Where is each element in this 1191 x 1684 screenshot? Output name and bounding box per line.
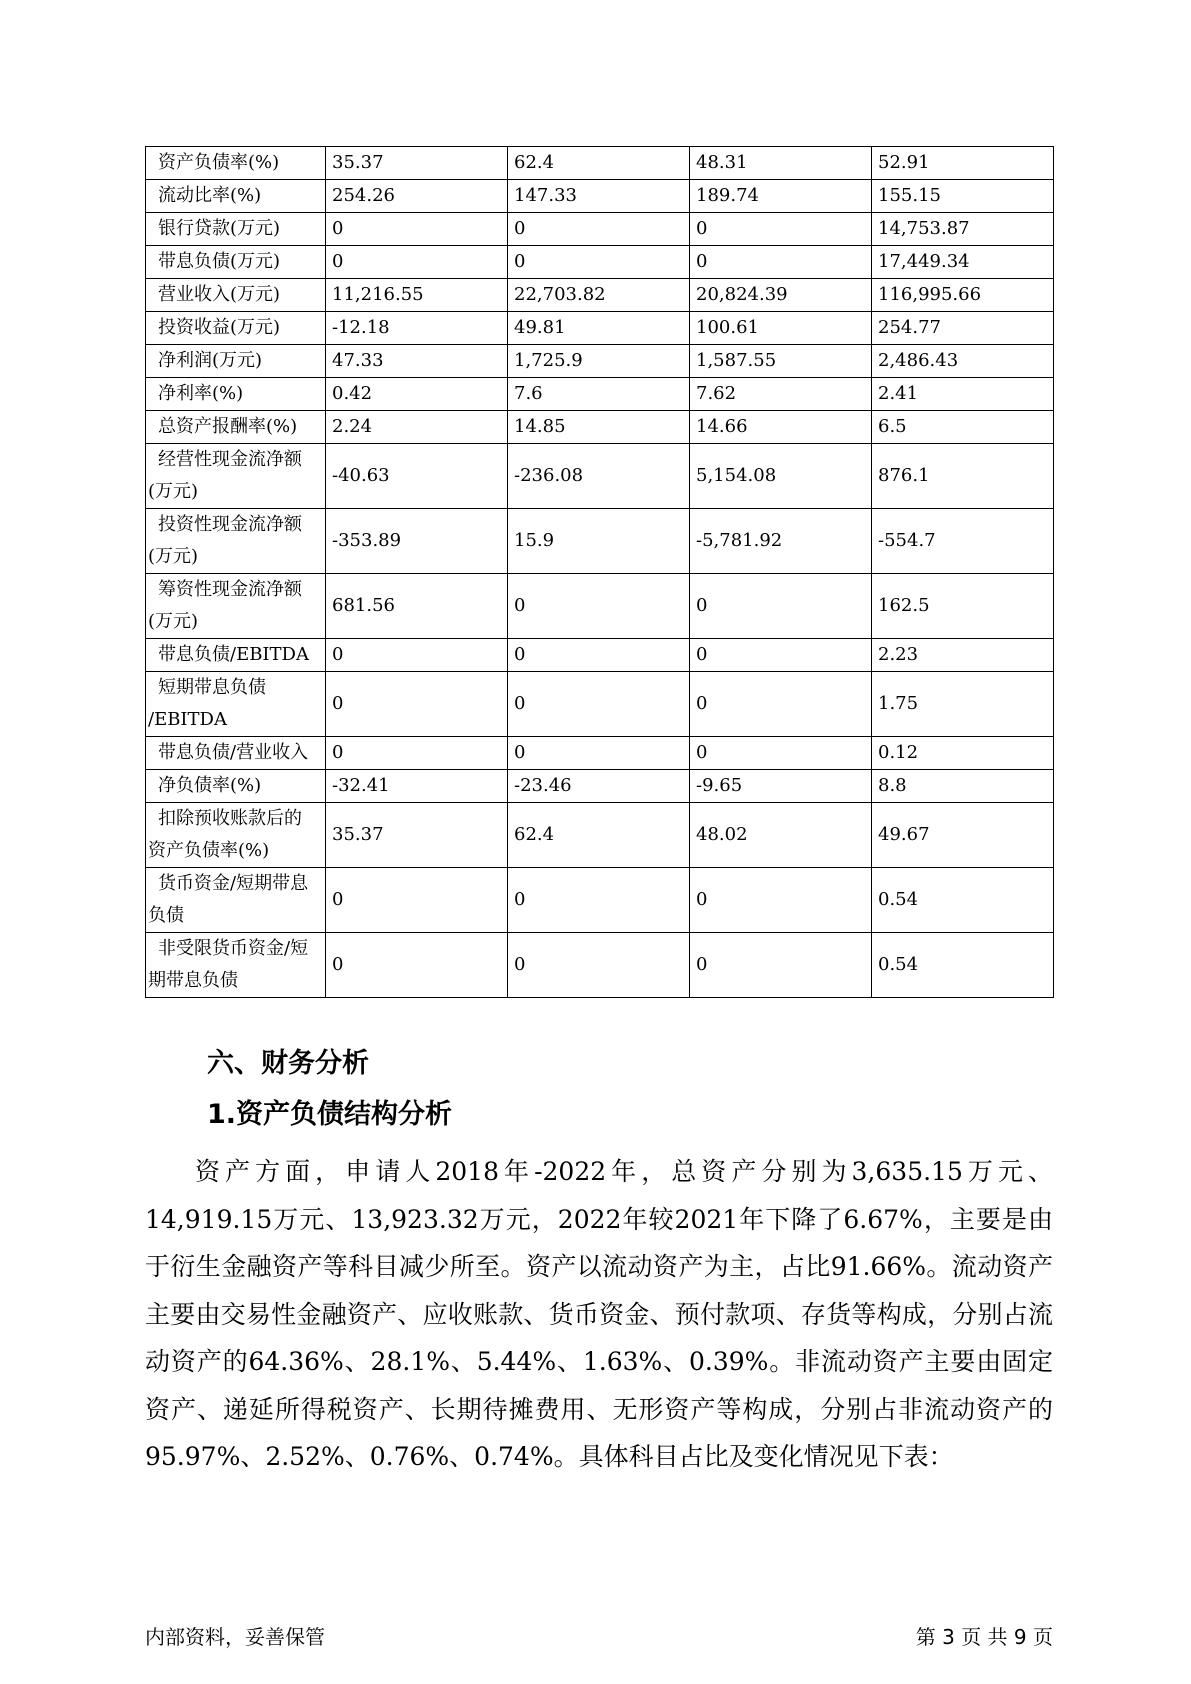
row-label-cell (146, 213, 326, 246)
table-cell: 47.33 (326, 345, 508, 378)
row-label: (万元) (148, 546, 199, 567)
table-cell: 0 (690, 246, 872, 279)
row-label-cell (146, 574, 326, 639)
row-label: 流动比率(%) (158, 185, 262, 207)
table-cell: -9.65 (690, 770, 872, 803)
table-row (146, 737, 1054, 770)
table-cell: 0 (326, 246, 508, 279)
table-cell: 0 (326, 213, 508, 246)
table-row (146, 803, 1054, 868)
table-cell: 0 (326, 737, 508, 770)
table-cell: 1.75 (872, 672, 1054, 737)
table-cell: 0 (508, 737, 690, 770)
table-cell: 0 (508, 246, 690, 279)
table-cell: 0 (326, 639, 508, 672)
table-cell: 2.24 (326, 411, 508, 444)
table-cell: 147.33 (508, 180, 690, 213)
table-cell: -554.7 (872, 509, 1054, 574)
table-cell: 0 (690, 639, 872, 672)
row-label: 资产负债率(%) (148, 840, 270, 861)
table-cell: 0 (326, 933, 508, 998)
row-label-cell (146, 180, 326, 213)
table-cell: 0 (690, 574, 872, 639)
table-row (146, 444, 1054, 509)
row-label: 筹资性现金流净额 (158, 579, 302, 600)
table-cell: 2,486.43 (872, 345, 1054, 378)
table-cell: 681.56 (326, 574, 508, 639)
table-cell: 8.8 (872, 770, 1054, 803)
table-cell: 49.81 (508, 312, 690, 345)
row-label-cell (146, 639, 326, 672)
row-label: 带息负债(万元) (158, 251, 281, 273)
row-label-cell (146, 411, 326, 444)
table-cell: 48.02 (690, 803, 872, 868)
row-label-cell (146, 246, 326, 279)
row-label: 期带息负债 (148, 970, 238, 991)
footer-confidential-note: 内部资料，妥善保管 (145, 1625, 325, 1649)
table-cell: 0 (690, 868, 872, 933)
table-cell: 11,216.55 (326, 279, 508, 312)
footer-page-number: 第 3 页 共 9 页 (915, 1625, 1053, 1649)
table-cell: -353.89 (326, 509, 508, 574)
section-heading: 六、财务分析 (207, 1048, 369, 1079)
table-cell: 17,449.34 (872, 246, 1054, 279)
row-label: 货币资金/短期带息 (158, 873, 309, 894)
table-cell: 0 (326, 672, 508, 737)
table-row (146, 672, 1054, 737)
row-label-cell (146, 868, 326, 933)
table-cell: 116,995.66 (872, 279, 1054, 312)
table-cell: 0 (508, 933, 690, 998)
row-label: (万元) (148, 611, 199, 632)
table-cell: 35.37 (326, 803, 508, 868)
row-label-cell (146, 345, 326, 378)
row-label: 资产负债率(%) (158, 152, 280, 174)
table-cell: 0 (508, 574, 690, 639)
financial-indicators-table (145, 146, 1054, 998)
table-cell: -40.63 (326, 444, 508, 509)
table-cell: 62.4 (508, 803, 690, 868)
table-cell: 48.31 (690, 147, 872, 180)
row-label: 总资产报酬率(%) (158, 416, 298, 438)
row-label: 短期带息负债 (158, 677, 266, 698)
table-row (146, 378, 1054, 411)
row-label: (万元) (148, 481, 199, 502)
table-row (146, 312, 1054, 345)
table-cell: 6.5 (872, 411, 1054, 444)
row-label-cell (146, 933, 326, 998)
table-row (146, 639, 1054, 672)
table-row (146, 345, 1054, 378)
table-cell: 0 (508, 868, 690, 933)
table-row (146, 246, 1054, 279)
row-label: 非受限货币资金/短 (158, 938, 309, 959)
table-cell: 2.23 (872, 639, 1054, 672)
row-label: 净利润(万元) (158, 350, 263, 372)
table-cell: 0 (690, 737, 872, 770)
table-cell: 0 (508, 639, 690, 672)
row-label-cell (146, 509, 326, 574)
body-paragraph (145, 1148, 1053, 1481)
table-row (146, 180, 1054, 213)
subsection-heading: 1.资产负债结构分析 (207, 1099, 453, 1130)
row-label: 负债 (148, 905, 184, 926)
row-label-cell (146, 147, 326, 180)
table-cell: 1,587.55 (690, 345, 872, 378)
row-label: 投资性现金流净额 (158, 514, 302, 535)
table-cell: -12.18 (326, 312, 508, 345)
table-cell: 49.67 (872, 803, 1054, 868)
row-label-cell (146, 378, 326, 411)
row-label-cell (146, 803, 326, 868)
row-label-cell (146, 444, 326, 509)
row-label-cell (146, 279, 326, 312)
row-label: /EBITDA (148, 709, 227, 730)
table-cell: 14.85 (508, 411, 690, 444)
row-label: 净利率(%) (158, 383, 244, 405)
row-label-cell (146, 770, 326, 803)
table-row (146, 868, 1054, 933)
row-label: 带息负债/营业收入 (158, 742, 309, 764)
table-cell: 0.42 (326, 378, 508, 411)
table-cell: 876.1 (872, 444, 1054, 509)
table-cell: 254.26 (326, 180, 508, 213)
row-label: 净负债率(%) (158, 775, 262, 797)
table-row (146, 509, 1054, 574)
row-label-cell (146, 672, 326, 737)
table-cell: 189.74 (690, 180, 872, 213)
table-cell: 0.12 (872, 737, 1054, 770)
row-label: 营业收入(万元) (158, 284, 281, 306)
paragraph-text: 资产方面，申请人2018年-2022年，总资产分别为3,635.15万元、14,919.15万元、13,923.32万元，2022年较2021年下降了6.67%，主要是由于衍生金融资产等科目减少所至。资产以流动资产为主，占比91.66%。流动资产主要由交易性金融资产、应收账款、货币资金、预付款项、存货等构成，分别占流动资产的64.36%、28.1%、5.44%、1.63%、0.39%。非流动资产主要由固定资产、递延所得税资产、长期待摊费用、无形资产等构成，分别占非流动资产的95.97%、2.52%、0.76%、0.74%。具体科目占比及变化情况见下表： (145, 1157, 1053, 1471)
table-cell: 0 (690, 213, 872, 246)
table-row (146, 147, 1054, 180)
table-row (146, 933, 1054, 998)
row-label: 带息负债/EBITDA (158, 644, 309, 666)
table-cell: 0 (690, 933, 872, 998)
table-cell: -5,781.92 (690, 509, 872, 574)
row-label: 银行贷款(万元) (158, 218, 281, 240)
row-label: 经营性现金流净额 (158, 449, 302, 470)
table-cell: 14,753.87 (872, 213, 1054, 246)
table-cell: 22,703.82 (508, 279, 690, 312)
table-cell: 35.37 (326, 147, 508, 180)
row-label: 投资收益(万元) (158, 317, 281, 339)
row-label-cell (146, 737, 326, 770)
table-cell: 20,824.39 (690, 279, 872, 312)
table-cell: -236.08 (508, 444, 690, 509)
table-cell: 5,154.08 (690, 444, 872, 509)
table-cell: 62.4 (508, 147, 690, 180)
row-label: 扣除预收账款后的 (158, 808, 302, 829)
table-cell: 0 (326, 868, 508, 933)
table-cell: 52.91 (872, 147, 1054, 180)
table-row (146, 770, 1054, 803)
table-cell: 0 (508, 672, 690, 737)
table-cell: 162.5 (872, 574, 1054, 639)
row-label-cell (146, 312, 326, 345)
table-cell: 100.61 (690, 312, 872, 345)
table-cell: 0 (690, 672, 872, 737)
table-cell: 7.62 (690, 378, 872, 411)
table-cell: 2.41 (872, 378, 1054, 411)
table-row (146, 213, 1054, 246)
table-cell: -32.41 (326, 770, 508, 803)
table-cell: 0.54 (872, 868, 1054, 933)
table-cell: 1,725.9 (508, 345, 690, 378)
table-cell: 254.77 (872, 312, 1054, 345)
table-cell: 0.54 (872, 933, 1054, 998)
table-cell: 7.6 (508, 378, 690, 411)
table-cell: 15.9 (508, 509, 690, 574)
table-row (146, 574, 1054, 639)
table-cell: 14.66 (690, 411, 872, 444)
table-cell: 155.15 (872, 180, 1054, 213)
table-row (146, 279, 1054, 312)
table-row (146, 411, 1054, 444)
table-cell: 0 (508, 213, 690, 246)
table-cell: -23.46 (508, 770, 690, 803)
